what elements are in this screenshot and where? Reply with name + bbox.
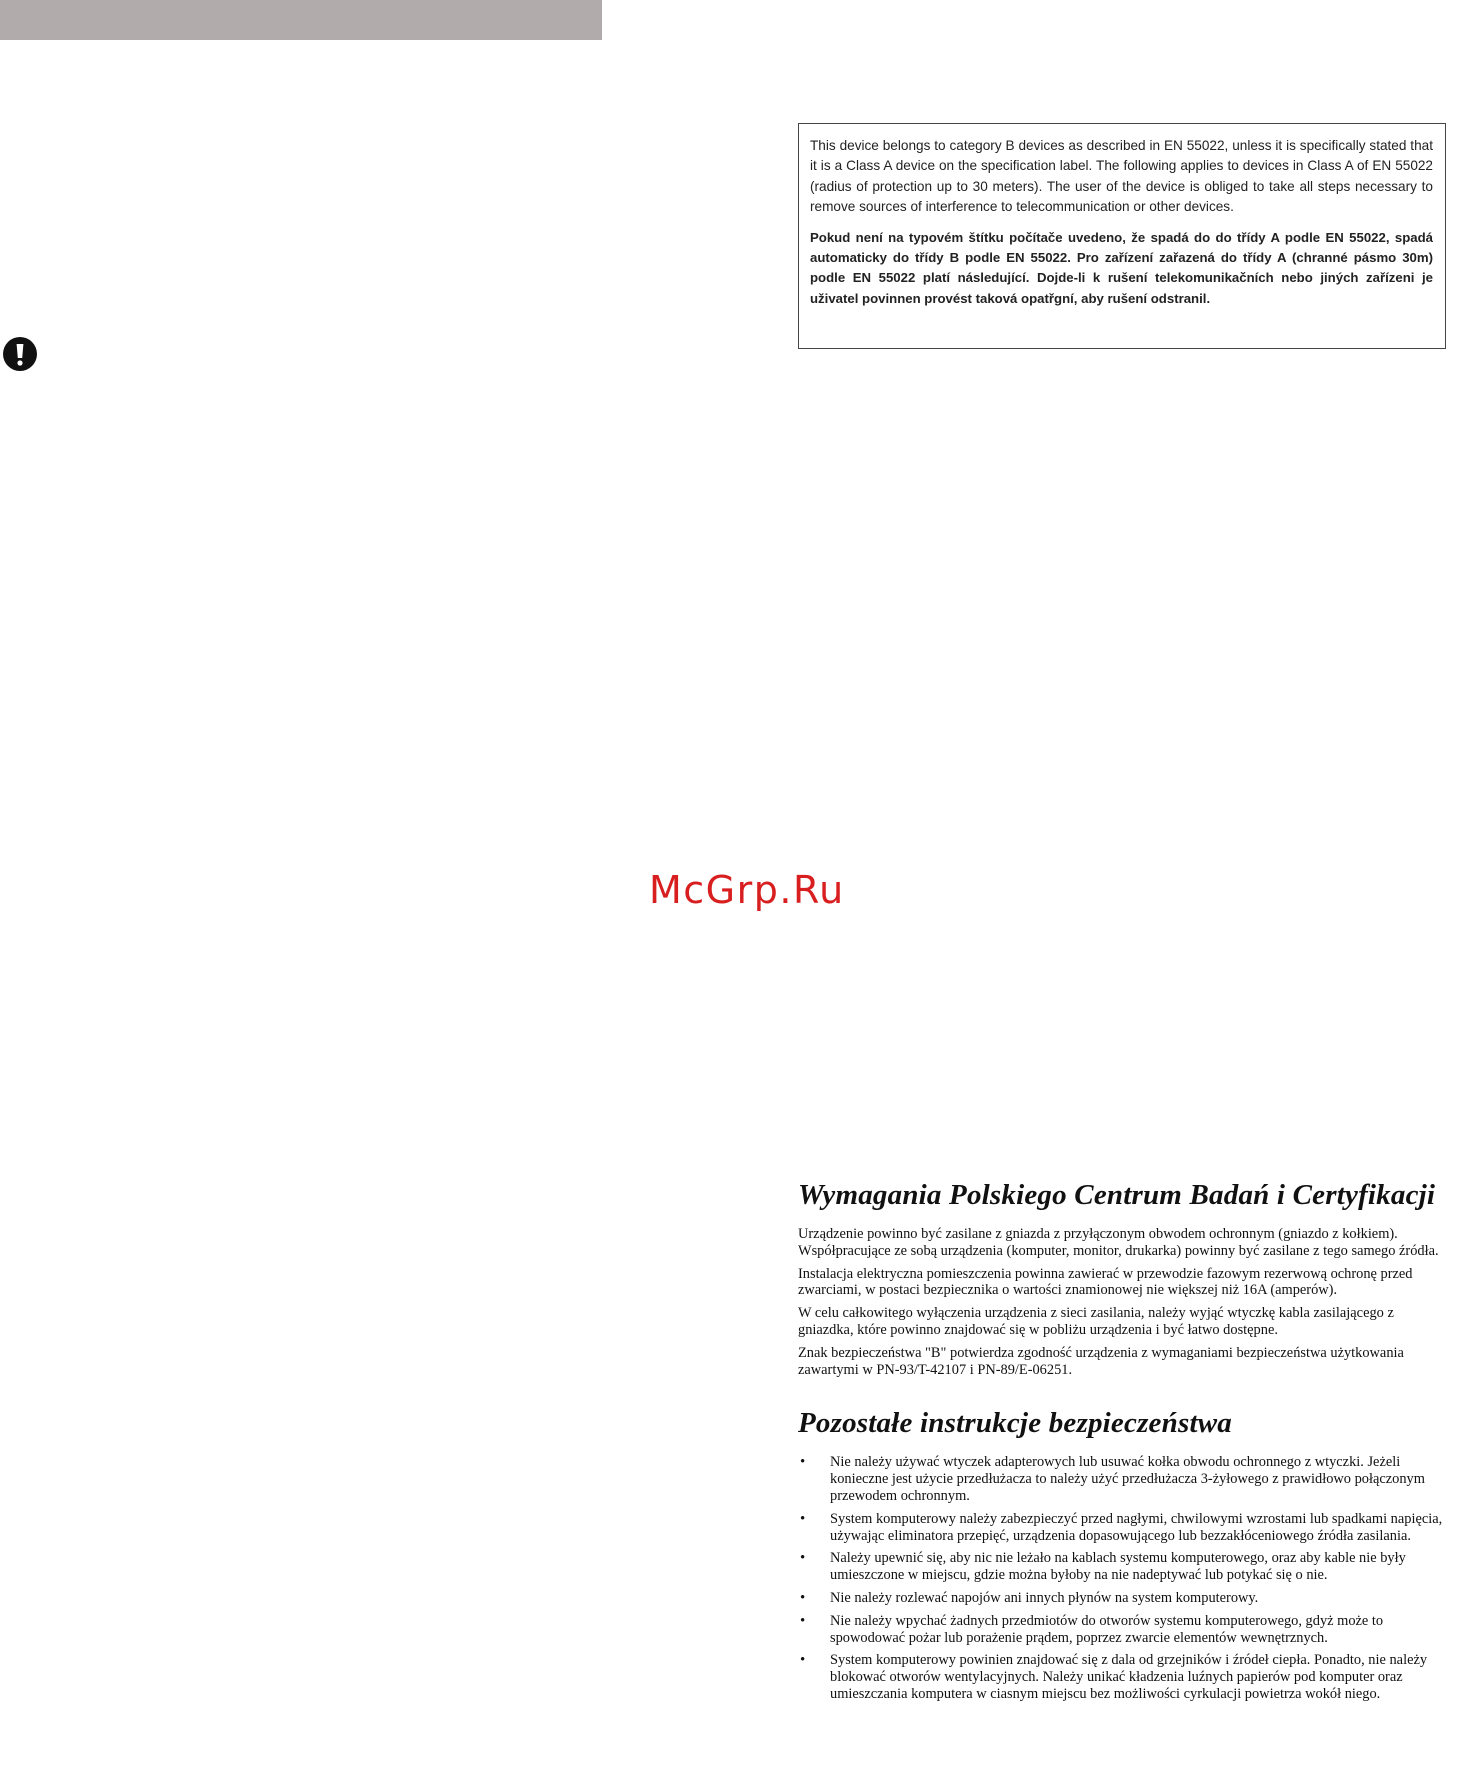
list-item-text: System komputerowy należy zabezpieczyć przed nagłymi, chwilowymi wzrostami lub spadkami napięcia, używając eliminatora przepięć, urządzenia dopasowującego lub bezzakłóceniowego źródła zasilania. <box>830 1510 1443 1544</box>
paragraph: Instalacja elektryczna pomieszczenia powinna zawierać w przewodzie fazowym rezerwową ochronę przed zwarciami, w postaci bezpiecznika o wartości znamionowej nie większej niż 16A (amperów). <box>798 1265 1413 1299</box>
watermark: McGrp.Ru <box>649 868 845 912</box>
list-item-text: Nie należy rozlewać napojów ani innych płynów na system komputerowy. <box>830 1589 1259 1606</box>
section-title: Wymagania Polskiego Centrum Badań i Certyfikacji <box>798 1179 1436 1211</box>
paragraph: Znak bezpieczeństwa "B" potwierdza zgodność urządzenia z wymaganiami bezpieczeństwa użytkowania zawartymi w PN-93/T-42107 i PN-89/E-06251. <box>798 1344 1404 1378</box>
paragraph: W celu całkowitego wyłączenia urządzenia z sieci zasilania, należy wyjąć wtyczkę kabla zasilającego z gniazdka, które powinno znajdować się w pobliżu urządzenia i być łatwo dostępne. <box>798 1305 1394 1338</box>
exclamation-icon <box>2 336 38 372</box>
list-item-text: Należy upewnić się, aby nic nie leżało na kablach systemu komputerowego, oraz aby kable nie były umieszczone w miejscu, gdzie można byłoby na nie nadeptywać lub potykać się o nie. <box>830 1550 1406 1584</box>
list-item <box>798 1511 1448 1545</box>
bullet-icon: • <box>800 1612 806 1629</box>
list-item-text: System komputerowy powinien znajdować się z dala od grzejników i źródeł ciepła. Ponadto, nie należy blokować otworów wentylacyjnych. Należy unikać kładzenia luźnych papierów pod komputer oraz umieszczania komputera w ciasnym miejscu bez możliwości cyrkulacji powietrza wokół niego. <box>830 1652 1428 1702</box>
bullet-icon: • <box>800 1589 806 1606</box>
list-item <box>798 1590 1448 1607</box>
list-item-text: Nie należy używać wtyczek adapterowych lub usuwać kołka obwodu ochronnego z wtyczki. Jeżeli konieczne jest użycie przedłużacza to należy użyć przedłużacza 3-żyłowego z prawidłowo połączonym przewodem ochronnym. <box>830 1454 1425 1504</box>
emc-english-text: This device belongs to category B devices as described in EN 55022, unless it is specifically stated that it is a Class A device on the specification label. The following applies to devices in Class A of EN 55022 (radius of protection up to 30 meters). The user of the device is obliged to take all steps necessary to remove sources of interference to telecommunication or other devices. <box>810 138 1433 215</box>
safety-instructions-list <box>798 1454 1448 1702</box>
list-item <box>798 1550 1448 1584</box>
section-subtitle: Pozostałe instrukcje bezpieczeństwa <box>798 1407 1232 1440</box>
bullet-icon: • <box>800 1550 806 1567</box>
bullet-icon: • <box>800 1454 806 1471</box>
list-item <box>798 1652 1448 1702</box>
header-bar <box>0 0 602 40</box>
bullet-icon: • <box>800 1510 806 1527</box>
list-item <box>798 1454 1448 1504</box>
paragraph: Urządzenie powinno być zasilane z gniazda z przyłączonym obwodem ochronnym (gniazdo z kołkiem). Współpracujące ze sobą urządzenia (komputer, monitor, drukarka) powinny być zasilane z tego samego źródła. <box>798 1226 1439 1259</box>
bullet-icon: • <box>800 1652 806 1669</box>
emc-certification-box <box>798 123 1446 349</box>
list-item <box>798 1613 1448 1647</box>
polish-requirements-section <box>798 1178 1448 1709</box>
emc-czech-text: Pokud není na typovém štítku počítače uvedeno, že spadá do do třídy A podle EN 55022, spadá automaticky do třídy B podle EN 55022. Pro zařízení zařazená do třídy A (chranné pásmo 30m) podle EN 55022 platí následující. Dojde-li k rušení telekomunikačních nebo jiných zařízeni je uživatel povinnen provést taková opatřgní, aby rušení odstranil. <box>810 229 1433 306</box>
list-item-text: Nie należy wpychać żadnych przedmiotów do otworów systemu komputerowego, gdyż może to spowodować pożar lub porażenie prądem, poprzez zwarcie elementów wewnętrznych. <box>830 1612 1384 1646</box>
